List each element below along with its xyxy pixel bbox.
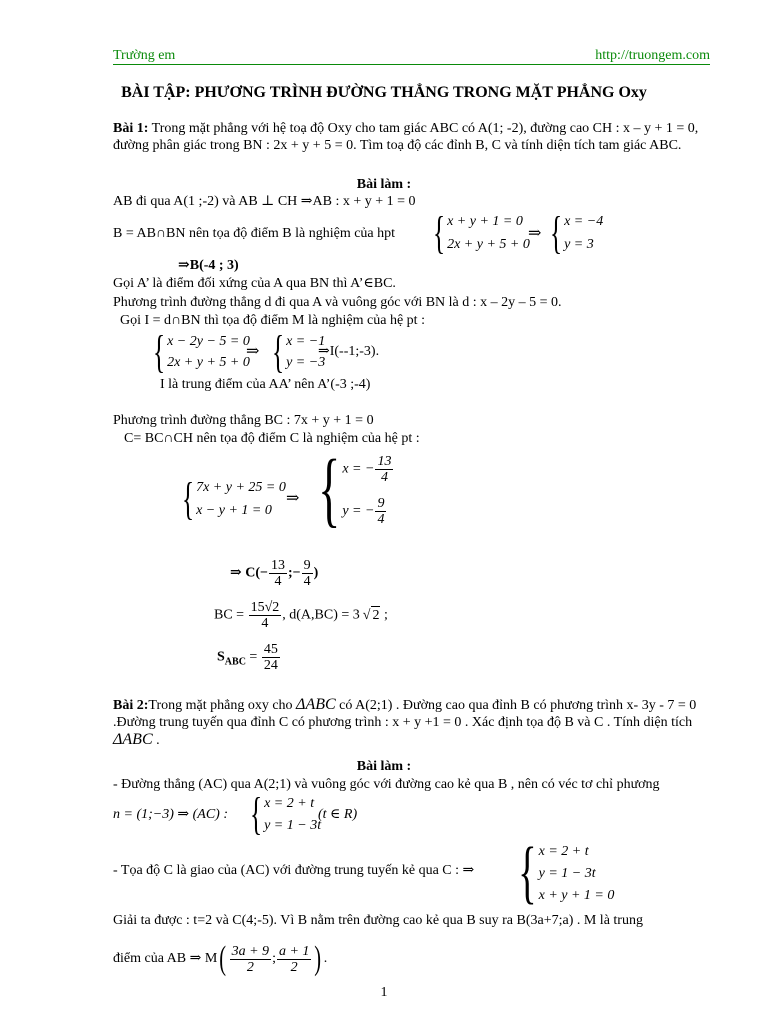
- system-2b: [262, 326, 326, 377]
- equation: y = −3: [286, 355, 326, 370]
- bai1-result-c: ⇒ C(− $\frac{13}{4}$ ;− $\frac{9}{4}$ ): [230, 558, 319, 589]
- equation: x = −4: [564, 214, 604, 229]
- equation: x − 2y − 5 = 0: [167, 334, 250, 349]
- brace-icon: {: [549, 207, 563, 258]
- equation: x = 2 + t: [538, 843, 589, 859]
- bai1-area: $S_{ABC}$ = $\frac{45}{24}$: [217, 642, 278, 673]
- system-2a: [143, 326, 250, 377]
- bai1-label: Bài 1:: [113, 121, 149, 136]
- brace-icon: {: [152, 326, 166, 377]
- brace-icon: {: [432, 207, 446, 258]
- bai1-line-midpoint: I là trung điểm của AA’ nên A’(-3 ;-4): [160, 377, 371, 392]
- system-ac: [240, 788, 322, 839]
- equation: x − y + 1 = 0: [196, 503, 272, 518]
- brace-icon: {: [318, 443, 341, 536]
- equation: y = 1 − 3t: [264, 817, 322, 833]
- bai1-line-d: Phương trình đường thẳng d đi qua A và vuông góc với BN là d : x – 2y – 5 = 0.: [113, 295, 562, 310]
- bai2-line-ac: - Đường thẳng (AC) qua A(2;1) và vuông góc với đường cao kẻ qua B , nên có véc tơ chỉ phương: [113, 777, 660, 792]
- system-1a: [423, 207, 530, 258]
- equation: y = 3: [564, 237, 594, 252]
- bai1-line-a-prime: Gọi A’ là điểm đối xứng của A qua BN thì A’∈BC.: [113, 276, 396, 291]
- system-1b: [540, 207, 604, 258]
- bai1-line-c: C= BC∩CH nên tọa độ điểm C là nghiệm của hệ pt :: [124, 431, 420, 446]
- header-site-name: Trường em: [113, 48, 176, 63]
- implies-arrow: ⇒: [528, 225, 542, 242]
- bai1-line-bc: Phương trình đường thẳng BC : 7x + y + 1 = 0: [113, 413, 374, 428]
- bai1-result-b: ⇒B(-4 ; 3): [178, 258, 239, 273]
- bai2-vector: n = (1;−3) ⇒ (AC) :: [113, 807, 228, 822]
- equation: y = − $\frac{9}{4}$: [342, 495, 385, 527]
- header-divider: [113, 64, 710, 65]
- equation: x + y + 1 = 0: [538, 887, 615, 903]
- bai2-label: Bài 2:: [113, 698, 149, 713]
- bai2-line-c: - Tọa độ C là giao của (AC) với đường trung tuyến kẻ qua C : ⇒: [113, 863, 475, 878]
- brace-icon: {: [249, 788, 263, 839]
- equation: x + y + 1 = 0: [447, 214, 523, 229]
- header-url-link[interactable]: http://truongem.com: [595, 48, 710, 63]
- bai2-line-solve: Giải ta được : t=2 và C(4;-5). Vì B nằm trên đường cao kẻ qua B suy ra B(3a+7;a) . M là trung: [113, 913, 643, 928]
- brace-icon: {: [518, 834, 537, 911]
- bai1-line-b: B = AB∩BN nên tọa độ điểm B là nghiệm của hpt: [113, 226, 396, 241]
- bai2-heading: Bài làm :: [356, 759, 412, 774]
- bai1-bc-length: BC = $\frac{15√2}{4}$ , d(A,BC) = 3 √ 2 ;: [214, 600, 388, 631]
- page-title: BÀI TẬP: PHƯƠNG TRÌNH ĐƯỜNG THẲNG TRONG MẶT PHẲNG Oxy: [121, 84, 647, 101]
- equation: y = 1 − 3t: [538, 865, 596, 881]
- system-c: [503, 834, 615, 911]
- implies-arrow: ⇒: [286, 490, 300, 507]
- bai1-line-ab: AB đi qua A(1 ;-2) và AB ⊥ CH ⇒AB : x + y + 1 = 0: [113, 194, 416, 209]
- bai2-line-midpoint: điểm của AB ⇒ M( $\frac{3a + 9}{2}$ ; $\frac{a + 1}{2}$ ) .: [113, 940, 328, 977]
- equation: x = −1: [286, 334, 326, 349]
- equation: 7x + y + 25 = 0: [196, 480, 286, 495]
- brace-icon: {: [271, 326, 285, 377]
- bai1-text: Trong mặt phẳng với hệ toạ độ Oxy cho tam giác ABC có A(1; -2), đường cao CH : x – y + 1 = 0, đường phân giác trong BN : 2x + y + 5 = 0. Tìm toạ độ các đỉnh B, C và tính diện tích tam giác ABC.: [113, 121, 699, 153]
- equation: 2x + y + 5 + 0: [167, 355, 250, 370]
- equation: 2x + y + 5 + 0: [447, 237, 530, 252]
- system-3b: [300, 443, 394, 536]
- equation: x = 2 + t: [264, 795, 315, 811]
- bai1-result-i: ⇒I(--1;-3).: [318, 344, 380, 359]
- implies-arrow: ⇒: [246, 343, 260, 360]
- bai2-t-domain: (t ∈ R): [318, 807, 358, 822]
- bai1-heading: Bài làm :: [356, 177, 412, 192]
- bai1-line-i: Gọi I = d∩BN thì tọa độ điểm M là nghiệm của hệ pt :: [120, 313, 425, 328]
- brace-icon: {: [181, 473, 195, 524]
- bai1-problem: [113, 120, 710, 154]
- equation: x = − $\frac{13}{4}$: [342, 453, 392, 485]
- system-3a: [172, 473, 286, 524]
- bai2-problem: Bài 2:Trong mặt phẳng oxy cho ΔABC có A(2;1) . Đường cao qua đỉnh B có phương trình x- 3y - 7 = 0 .Đường trung tuyến qua đỉnh C có phương trình : x + y +1 = 0 . Xác định tọa độ B và C . Tính diện tích ΔABC .: [113, 696, 697, 748]
- page-number: 1: [380, 985, 388, 1000]
